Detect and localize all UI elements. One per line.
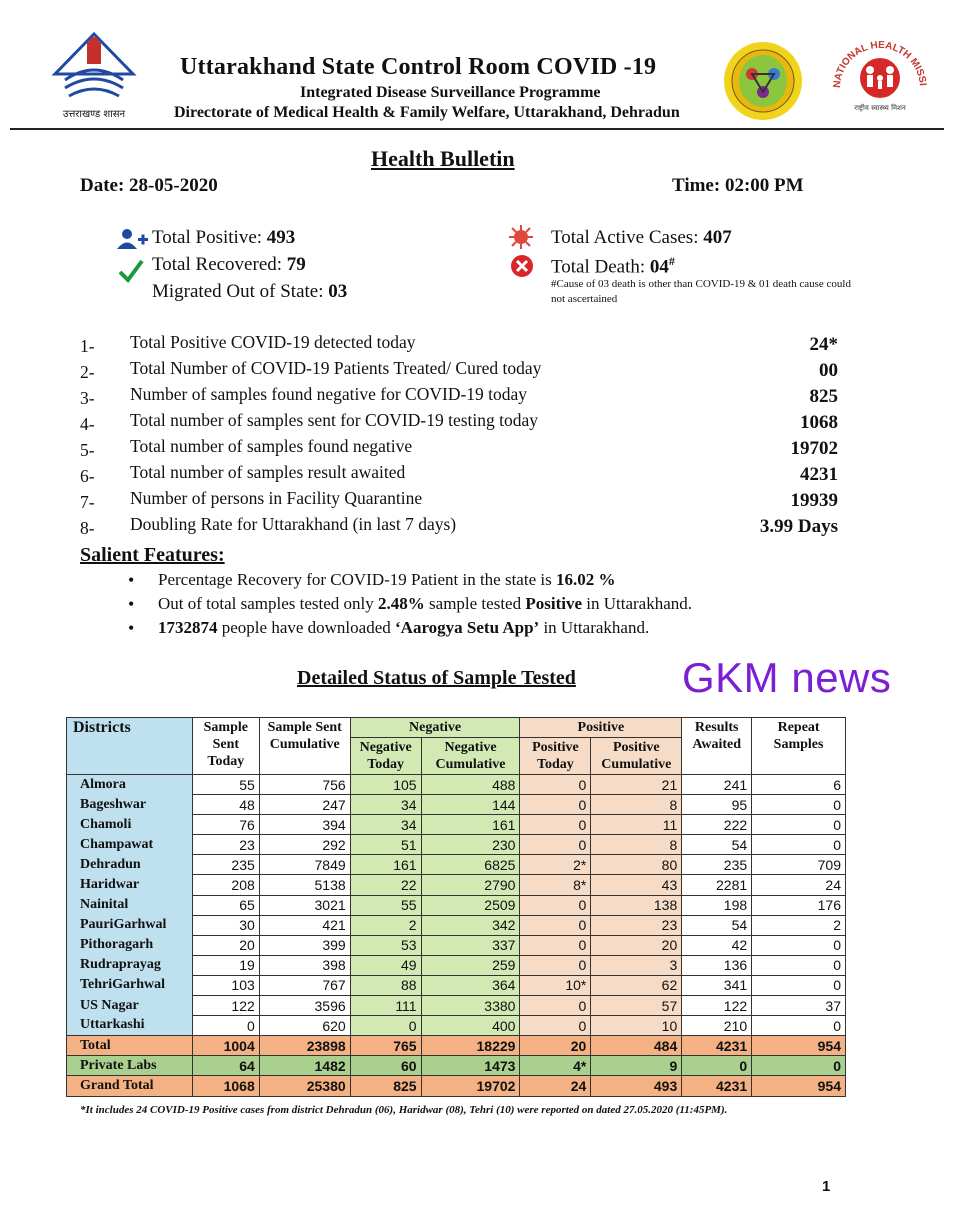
uttarakhand-govt-logo xyxy=(48,30,140,122)
cell-negative-today: 53 xyxy=(350,935,421,955)
indicator-label: Number of persons in Facility Quarantine xyxy=(130,488,423,508)
cell-positive-today: 0 xyxy=(520,775,591,795)
total-recovered-value: 79 xyxy=(286,254,306,275)
indicator-number: 7- xyxy=(80,492,95,512)
cell-positive-cumulative: 43 xyxy=(591,875,682,895)
cell-district: Grand Total xyxy=(67,1076,193,1096)
cell-results-awaited: 122 xyxy=(682,996,752,1016)
cell-negative-today: 0 xyxy=(350,1016,421,1036)
cell-positive-cumulative: 62 xyxy=(591,975,682,995)
recovery-percentage: 16.02 % xyxy=(555,570,616,589)
bullet-text: people have downloaded xyxy=(217,618,395,637)
cell-district: Almora xyxy=(67,775,193,795)
cell-negative-today: 105 xyxy=(350,775,421,795)
cell-positive-cumulative: 493 xyxy=(591,1076,682,1096)
cell-positive-cumulative: 10 xyxy=(591,1016,682,1036)
table-row xyxy=(67,835,846,855)
table-row xyxy=(67,935,846,955)
cell-results-awaited: 235 xyxy=(682,855,752,875)
cell-sent-cumulative: 421 xyxy=(259,915,350,935)
table-row xyxy=(67,975,846,995)
indicator-label: Number of samples found negative for COVID-19 today xyxy=(130,384,528,404)
cell-sent-today: 19 xyxy=(192,955,259,975)
cell-positive-today: 2* xyxy=(520,855,591,875)
cell-positive-today: 0 xyxy=(520,955,591,975)
indicator-number: 6- xyxy=(80,466,95,486)
cell-results-awaited: 95 xyxy=(682,795,752,815)
table-row xyxy=(67,815,846,835)
active-value: 407 xyxy=(703,227,732,248)
header-divider xyxy=(10,128,944,130)
cell-results-awaited: 136 xyxy=(682,955,752,975)
header-subtitle-idsp: Integrated Disease Surveillance Programme xyxy=(300,84,601,101)
cell-results-awaited: 4231 xyxy=(682,1036,752,1056)
table-row xyxy=(67,895,846,915)
cell-negative-cumulative: 488 xyxy=(421,775,520,795)
nhm-caption: राष्ट्रीय स्वास्थ्य मिशन xyxy=(854,104,906,112)
cell-results-awaited: 0 xyxy=(682,1056,752,1076)
cell-negative-cumulative: 364 xyxy=(421,975,520,995)
positivity-percentage: 2.48% xyxy=(378,594,425,613)
cell-positive-cumulative: 11 xyxy=(591,815,682,835)
page-number: 1 xyxy=(822,1178,831,1195)
indicator-value: 19939 xyxy=(790,490,838,511)
cell-sent-today: 208 xyxy=(192,875,259,895)
indicator-value: 19702 xyxy=(790,438,838,459)
total-positive xyxy=(152,227,295,249)
cell-positive-cumulative: 3 xyxy=(591,955,682,975)
bullet-text: sample tested xyxy=(424,594,526,613)
indicator-label: Total Number of COVID-19 Patients Treated/ Cured today xyxy=(130,358,542,378)
cell-positive-cumulative: 138 xyxy=(591,895,682,915)
cell-negative-cumulative: 230 xyxy=(421,835,520,855)
table-row xyxy=(67,875,846,895)
col-header-districts: Districts xyxy=(67,718,193,775)
death-cause-note: #Cause of 03 death is other than COVID-19 & 01 death cause could not ascertained xyxy=(551,278,851,305)
cell-sent-cumulative: 25380 xyxy=(259,1076,350,1096)
cell-negative-today: 55 xyxy=(350,895,421,915)
cell-district: Uttarkashi xyxy=(67,1016,193,1036)
table-row xyxy=(67,955,846,975)
bullet-text: Out of total samples tested only xyxy=(158,594,379,613)
table-row xyxy=(67,915,846,935)
cell-district: Haridwar xyxy=(67,875,193,895)
cell-sent-cumulative: 3021 xyxy=(259,895,350,915)
cell-repeat-samples: 0 xyxy=(752,975,846,995)
cell-district: TehriGarhwal xyxy=(67,975,193,995)
cell-sent-today: 48 xyxy=(192,795,259,815)
cell-negative-today: 111 xyxy=(350,996,421,1016)
cell-repeat-samples: 24 xyxy=(752,875,846,895)
cell-negative-cumulative: 18229 xyxy=(421,1036,520,1056)
total-death xyxy=(551,254,675,278)
header-title: Uttarakhand State Control Room COVID -19 xyxy=(180,54,657,80)
daily-indicators-list xyxy=(80,332,842,540)
total-recovered-label: Total Recovered: xyxy=(152,254,287,275)
cell-negative-cumulative: 337 xyxy=(421,935,520,955)
cell-sent-today: 235 xyxy=(192,855,259,875)
cell-negative-cumulative: 144 xyxy=(421,795,520,815)
indicator-value: 3.99 Days xyxy=(759,516,838,537)
cell-results-awaited: 241 xyxy=(682,775,752,795)
indicator-row xyxy=(80,410,842,436)
cell-negative-today: 34 xyxy=(350,795,421,815)
indicator-number: 4- xyxy=(80,414,95,434)
cell-district: Private Labs xyxy=(67,1056,193,1076)
cell-sent-today: 65 xyxy=(192,895,259,915)
cell-sent-cumulative: 399 xyxy=(259,935,350,955)
cell-positive-today: 20 xyxy=(520,1036,591,1056)
cell-repeat-samples: 6 xyxy=(752,775,846,795)
cell-results-awaited: 54 xyxy=(682,835,752,855)
indicator-row xyxy=(80,462,842,488)
salient-feature-positivity xyxy=(128,594,692,618)
col-header-sent-today: Sample Sent Today xyxy=(192,718,259,775)
indicator-row xyxy=(80,384,842,410)
cell-positive-today: 0 xyxy=(520,895,591,915)
indicator-label: Total number of samples found negative xyxy=(130,436,413,456)
table-row-private-labs xyxy=(67,1056,846,1076)
cell-sent-today: 55 xyxy=(192,775,259,795)
cell-sent-cumulative: 5138 xyxy=(259,875,350,895)
indicator-number: 2- xyxy=(80,362,95,382)
cell-negative-cumulative: 161 xyxy=(421,815,520,835)
cell-positive-cumulative: 9 xyxy=(591,1056,682,1076)
cell-repeat-samples: 176 xyxy=(752,895,846,915)
virus-icon xyxy=(508,224,534,250)
cell-negative-cumulative: 259 xyxy=(421,955,520,975)
cell-repeat-samples: 0 xyxy=(752,1056,846,1076)
cell-negative-cumulative: 1473 xyxy=(421,1056,520,1076)
cell-negative-cumulative: 6825 xyxy=(421,855,520,875)
cell-sent-today: 76 xyxy=(192,815,259,835)
table-row xyxy=(67,855,846,875)
table-row xyxy=(67,996,846,1016)
indicator-value: 00 xyxy=(819,360,838,381)
table-row xyxy=(67,795,846,815)
cell-district: Bageshwar xyxy=(67,795,193,815)
indicator-value: 825 xyxy=(809,386,838,407)
cell-negative-today: 34 xyxy=(350,815,421,835)
table-footnote: *It includes 24 COVID-19 Positive cases from district Dehradun (06), Haridwar (08), Tehri (10) were reported on dated 27.05.2020 (11:45PM). xyxy=(80,1104,728,1116)
cell-positive-today: 8* xyxy=(520,875,591,895)
cell-district: Nainital xyxy=(67,895,193,915)
salient-feature-recovery xyxy=(128,570,692,594)
total-recovered xyxy=(152,254,306,276)
bulletin-heading: Health Bulletin xyxy=(371,146,515,171)
cell-positive-cumulative: 20 xyxy=(591,935,682,955)
cell-sent-cumulative: 394 xyxy=(259,815,350,835)
cell-results-awaited: 222 xyxy=(682,815,752,835)
table-row xyxy=(67,1016,846,1036)
cell-repeat-samples: 0 xyxy=(752,1016,846,1036)
cell-sent-today: 103 xyxy=(192,975,259,995)
cell-sent-cumulative: 292 xyxy=(259,835,350,855)
cell-sent-cumulative: 756 xyxy=(259,775,350,795)
bullet-text: in Uttarakhand. xyxy=(539,618,650,637)
col-header-repeat-samples: Repeat Samples xyxy=(752,718,846,775)
indicator-value: 4231 xyxy=(800,464,838,485)
cell-district: Total xyxy=(67,1036,193,1056)
indicator-row xyxy=(80,488,842,514)
table-row-grand-total xyxy=(67,1076,846,1096)
col-header-positive-today: Positive Today xyxy=(520,738,591,775)
indicator-value: 1068 xyxy=(800,412,838,433)
cell-sent-cumulative: 620 xyxy=(259,1016,350,1036)
cell-positive-today: 0 xyxy=(520,795,591,815)
cell-sent-cumulative: 247 xyxy=(259,795,350,815)
cell-positive-today: 4* xyxy=(520,1056,591,1076)
cell-negative-today: 2 xyxy=(350,915,421,935)
indicator-number: 1- xyxy=(80,336,95,356)
cell-results-awaited: 4231 xyxy=(682,1076,752,1096)
cell-repeat-samples: 954 xyxy=(752,1076,846,1096)
cell-negative-cumulative: 2509 xyxy=(421,895,520,915)
bullet-text: in Uttarakhand. xyxy=(582,594,692,613)
cell-positive-cumulative: 80 xyxy=(591,855,682,875)
cell-positive-cumulative: 57 xyxy=(591,996,682,1016)
cell-district: Champawat xyxy=(67,835,193,855)
cell-sent-cumulative: 23898 xyxy=(259,1036,350,1056)
cell-sent-today: 64 xyxy=(192,1056,259,1076)
cell-sent-today: 1068 xyxy=(192,1076,259,1096)
migrated-value: 03 xyxy=(328,281,348,302)
col-header-negative: Negative xyxy=(350,718,520,738)
indicator-row xyxy=(80,436,842,462)
cell-results-awaited: 42 xyxy=(682,935,752,955)
indicator-number: 3- xyxy=(80,388,95,408)
col-header-negative-cumulative: Negative Cumulative xyxy=(421,738,520,775)
cell-sent-today: 20 xyxy=(192,935,259,955)
gkm-news-watermark: GKM news xyxy=(682,654,892,701)
cell-results-awaited: 2281 xyxy=(682,875,752,895)
national-health-mission-logo xyxy=(824,28,932,118)
indicator-value: 24* xyxy=(809,334,838,355)
cell-repeat-samples: 954 xyxy=(752,1036,846,1056)
cell-sent-today: 0 xyxy=(192,1016,259,1036)
cell-results-awaited: 341 xyxy=(682,975,752,995)
indicator-number: 5- xyxy=(80,440,95,460)
cell-repeat-samples: 37 xyxy=(752,996,846,1016)
cell-positive-today: 0 xyxy=(520,996,591,1016)
bullet-text: Percentage Recovery for COVID-19 Patient in the state is xyxy=(158,570,556,589)
cell-repeat-samples: 709 xyxy=(752,855,846,875)
checkmark-icon xyxy=(118,258,144,284)
cell-results-awaited: 54 xyxy=(682,915,752,935)
cell-district: Chamoli xyxy=(67,815,193,835)
cell-repeat-samples: 2 xyxy=(752,915,846,935)
cell-positive-cumulative: 484 xyxy=(591,1036,682,1056)
col-header-positive: Positive xyxy=(520,718,682,738)
cell-negative-today: 825 xyxy=(350,1076,421,1096)
indicator-row xyxy=(80,358,842,384)
cell-positive-cumulative: 21 xyxy=(591,775,682,795)
cell-district: Dehradun xyxy=(67,855,193,875)
indicator-label: Total number of samples sent for COVID-19 testing today xyxy=(130,410,539,430)
cell-negative-today: 22 xyxy=(350,875,421,895)
header-subtitle-directorate: Directorate of Medical Health & Family Welfare, Uttarakhand, Dehradun xyxy=(174,104,680,121)
cell-negative-today: 49 xyxy=(350,955,421,975)
cell-district: PauriGarhwal xyxy=(67,915,193,935)
cell-district: Pithoragarh xyxy=(67,935,193,955)
cell-negative-cumulative: 2790 xyxy=(421,875,520,895)
col-header-results-awaited: Results Awaited xyxy=(682,718,752,775)
cell-negative-cumulative: 400 xyxy=(421,1016,520,1036)
cell-positive-today: 0 xyxy=(520,935,591,955)
death-label: Total Death: xyxy=(551,256,650,278)
migrated-out xyxy=(152,281,347,303)
indicator-label: Total Positive COVID-19 detected today xyxy=(130,332,416,352)
cell-sent-cumulative: 7849 xyxy=(259,855,350,875)
cell-negative-today: 88 xyxy=(350,975,421,995)
cell-repeat-samples: 0 xyxy=(752,955,846,975)
col-header-negative-today: Negative Today xyxy=(350,738,421,775)
cell-sent-cumulative: 3596 xyxy=(259,996,350,1016)
table-row xyxy=(67,775,846,795)
cell-district: US Nagar xyxy=(67,996,193,1016)
sample-table-title: Detailed Status of Sample Tested xyxy=(297,667,576,689)
cell-positive-today: 0 xyxy=(520,815,591,835)
cell-positive-today: 0 xyxy=(520,835,591,855)
migrated-label: Migrated Out of State: xyxy=(152,281,329,302)
nhm-arc-text: NATIONAL HEALTH MISSI xyxy=(831,39,928,89)
total-positive-label: Total Positive: xyxy=(152,227,267,248)
cell-negative-cumulative: 342 xyxy=(421,915,520,935)
cell-district: Rudraprayag xyxy=(67,955,193,975)
cell-repeat-samples: 0 xyxy=(752,795,846,815)
total-positive-value: 493 xyxy=(266,227,296,248)
cell-negative-today: 765 xyxy=(350,1036,421,1056)
col-header-sent-cumulative: Sample Sent Cumulative xyxy=(259,718,350,775)
cell-repeat-samples: 0 xyxy=(752,815,846,835)
indicator-label: Doubling Rate for Uttarakhand (in last 7 days) xyxy=(130,514,457,534)
salient-feature-aarogya-setu xyxy=(128,618,692,642)
letterhead xyxy=(0,0,954,130)
cell-positive-today: 0 xyxy=(520,1016,591,1036)
cell-repeat-samples: 0 xyxy=(752,835,846,855)
cell-negative-today: 60 xyxy=(350,1056,421,1076)
bulletin-time: Time: 02:00 PM xyxy=(672,175,804,196)
active-label: Total Active Cases: xyxy=(551,227,704,248)
death-footnote-mark: # xyxy=(668,254,675,268)
cell-sent-cumulative: 767 xyxy=(259,975,350,995)
cell-repeat-samples: 0 xyxy=(752,935,846,955)
indicator-label: Total number of samples result awaited xyxy=(130,462,406,482)
person-plus-icon xyxy=(116,228,150,250)
death-value: 04 xyxy=(649,256,669,278)
sample-status-table xyxy=(66,717,846,1097)
cell-sent-today: 122 xyxy=(192,996,259,1016)
cell-results-awaited: 198 xyxy=(682,895,752,915)
indicator-number: 8- xyxy=(80,518,95,538)
death-cross-icon xyxy=(510,254,534,278)
cell-negative-today: 51 xyxy=(350,835,421,855)
cell-sent-cumulative: 1482 xyxy=(259,1056,350,1076)
idsp-logo xyxy=(722,40,804,122)
total-active-cases xyxy=(551,227,732,249)
table-row-total xyxy=(67,1036,846,1056)
bullet-bold-text: Positive xyxy=(525,594,582,613)
cell-sent-today: 23 xyxy=(192,835,259,855)
cell-negative-cumulative: 3380 xyxy=(421,996,520,1016)
col-header-positive-cumulative: Positive Cumulative xyxy=(591,738,682,775)
indicator-row xyxy=(80,332,842,358)
salient-features-list xyxy=(128,570,692,642)
cell-negative-cumulative: 19702 xyxy=(421,1076,520,1096)
salient-features-heading: Salient Features: xyxy=(80,544,225,566)
cell-positive-cumulative: 8 xyxy=(591,835,682,855)
cell-sent-today: 1004 xyxy=(192,1036,259,1056)
app-name: ‘Aarogya Setu App’ xyxy=(395,618,540,637)
cell-sent-today: 30 xyxy=(192,915,259,935)
cell-negative-today: 161 xyxy=(350,855,421,875)
cell-positive-today: 10* xyxy=(520,975,591,995)
cell-sent-cumulative: 398 xyxy=(259,955,350,975)
cell-positive-cumulative: 8 xyxy=(591,795,682,815)
bulletin-date: Date: 28-05-2020 xyxy=(80,175,218,196)
indicator-row xyxy=(80,514,842,540)
app-downloads-count: 1732874 xyxy=(158,618,218,637)
cell-positive-today: 0 xyxy=(520,915,591,935)
cell-results-awaited: 210 xyxy=(682,1016,752,1036)
cell-positive-today: 24 xyxy=(520,1076,591,1096)
govt-logo-caption: उत्तराखण्ड शासन xyxy=(62,109,126,120)
cell-positive-cumulative: 23 xyxy=(591,915,682,935)
